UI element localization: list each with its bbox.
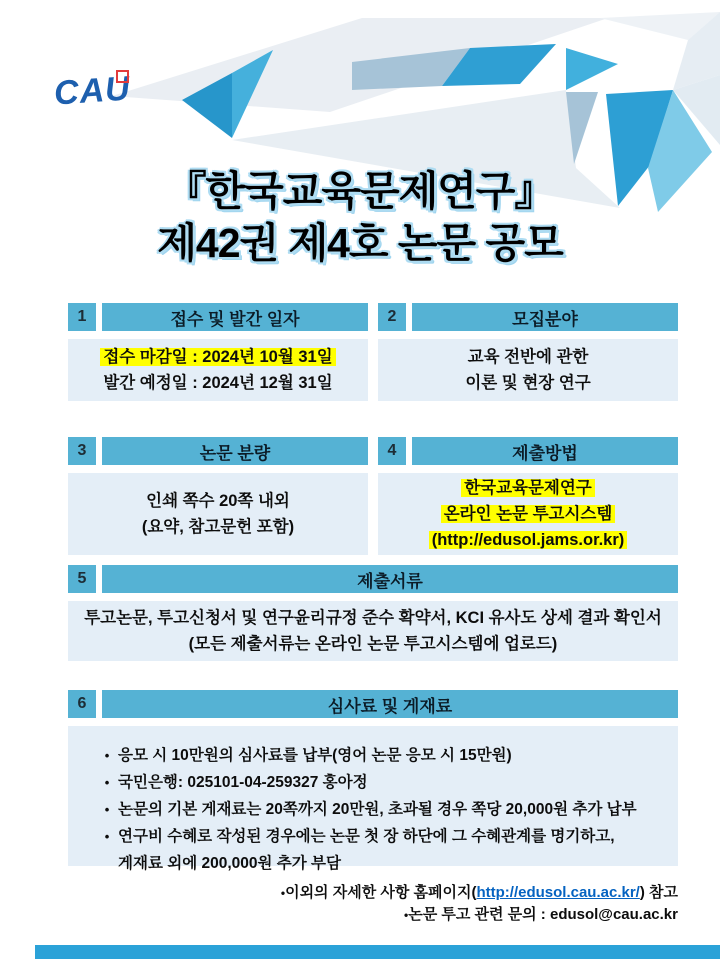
bullet-icon: • [104,829,110,844]
section5-line1: 투고논문, 투고신청서 및 연구윤리규정 준수 확약서, KCI 유사도 상세 결과 확인서 [84,609,662,627]
bullet-icon: • [104,802,110,817]
section4-line2-highlighted: 온라인 논문 투고시스템 [441,505,616,523]
footer-note-1 [265,882,678,904]
section5-heading: 제출서류 [102,565,678,593]
bullet-icon: • [404,908,409,922]
cau-logo [52,69,150,124]
section1-line2: 발간 예정일 : 2024년 12월 31일 [103,374,333,392]
section1-header [68,303,368,331]
list-item [96,796,678,823]
section2-line1: 교육 전반에 관한 [467,348,589,366]
section6-number: 6 [68,690,96,718]
footer-note1-prefix: 이외의 자세한 사항 홈페이지( [285,884,477,901]
section6-body [68,726,678,872]
cau-logo-text: CAU [52,69,132,113]
section1-body [68,339,368,401]
section2-heading: 모집분야 [412,303,678,331]
section6-bullet2: 국민은행: 025101-04-259327 홍아정 [118,774,368,791]
section1-number: 1 [68,303,96,331]
section3-line2: (요약, 참고문헌 포함) [141,518,295,536]
section6-bullet1: 응모 시 10만원의 심사료를 납부(영어 논문 응모 시 15만원) [118,747,512,764]
list-item [96,742,678,769]
section3-number: 3 [68,437,96,465]
section4-number: 4 [378,437,406,465]
footer-notes [265,882,678,926]
homepage-link[interactable]: http://edusol.cau.ac.kr/ [476,884,640,901]
title-line-2: 제42권 제4호 논문 공모 [157,220,563,266]
section1-heading: 접수 및 발간 일자 [102,303,368,331]
section6-bullet4: 연구비 수혜로 작성된 경우에는 논문 첫 장 하단에 그 수혜관계를 명기하고, [118,828,615,845]
bullet-icon: • [104,775,110,790]
section3-heading: 논문 분량 [102,437,368,465]
section6-heading: 심사료 및 게재료 [102,690,678,718]
section4-line3-highlighted: (http://edusol.jams.or.kr) [429,531,628,549]
cau-logo-red-square [116,70,129,83]
section2-header [378,303,678,331]
list-item [96,769,678,796]
list-item-continuation [96,850,678,877]
contact-email-text: 논문 투고 관련 문의 : edusol@cau.ac.kr [408,906,678,923]
poster-title [0,165,720,269]
section2-body [378,339,678,401]
footer-note-2 [265,904,678,926]
list-item [96,823,678,850]
bullet-icon: • [280,886,286,900]
section3-body [68,473,368,555]
section2-number: 2 [378,303,406,331]
section4-body [378,473,678,555]
section4-header [378,437,678,465]
section5-line2: (모든 제출서류는 온라인 논문 투고시스템에 업로드) [188,635,558,653]
section6-bullet4-continued: 게재료 외에 200,000원 추가 부담 [118,855,341,872]
title-line-1: 『한국교육문제연구』 [165,168,555,214]
section3-line1: 인쇄 쪽수 20쪽 내외 [146,492,290,510]
section2-line2: 이론 및 현장 연구 [465,374,591,392]
bottom-accent-bar [35,945,720,959]
section5-number: 5 [68,565,96,593]
bullet-icon: • [104,748,110,763]
section5-header [68,565,678,593]
section6-header [68,690,678,718]
section5-body [68,601,678,661]
section1-line1-highlighted: 접수 마감일 : 2024년 10월 31일 [100,348,335,366]
section4-heading: 제출방법 [412,437,678,465]
footer-note1-suffix: ) 참고 [639,884,678,901]
section6-bullet3: 논문의 기본 게재료는 20쪽까지 20만원, 초과될 경우 쪽당 20,000원 추가 납부 [118,801,637,818]
section3-header [68,437,368,465]
section4-line1-highlighted: 한국교육문제연구 [461,479,595,497]
